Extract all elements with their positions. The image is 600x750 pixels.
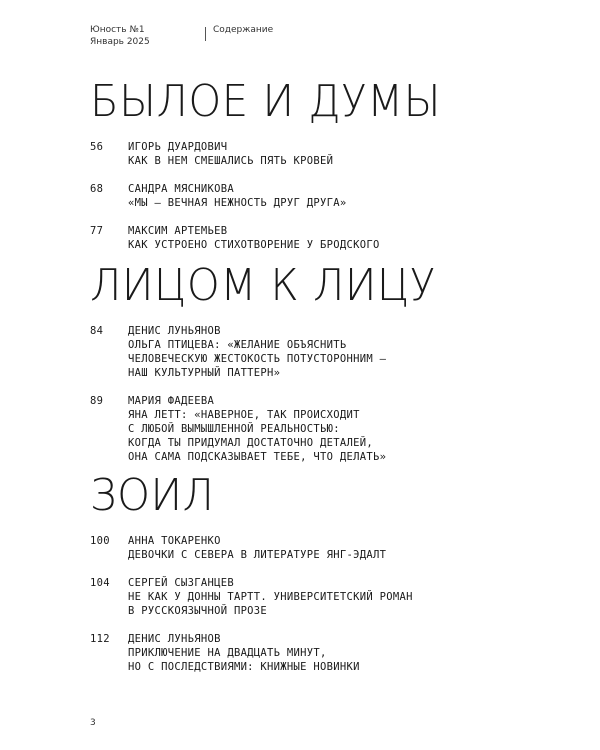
- toc-entry[interactable]: [90, 632, 560, 674]
- toc-entry[interactable]: [90, 182, 560, 210]
- entry-author: МАРИЯ ФАДЕЕВА: [128, 395, 215, 407]
- entry-page: 68: [90, 183, 104, 195]
- magazine-name: Юность №1: [90, 25, 145, 35]
- entry-page: 56: [90, 141, 104, 153]
- entry-page: 112: [90, 633, 110, 645]
- entry-author: ИГОРЬ ДУАРДОВИЧ: [128, 141, 228, 153]
- issue-date: Январь 2025: [90, 37, 150, 47]
- entry-page: 100: [90, 535, 110, 547]
- toc-entry[interactable]: [90, 394, 560, 464]
- entry-title: ПРИКЛЮЧЕНИЕ НА ДВАДЦАТЬ МИНУТ,: [128, 647, 327, 659]
- section-litsom-k-litsu: [90, 262, 560, 478]
- entry-title: КОГДА ТЫ ПРИДУМАЛ ДОСТАТОЧНО ДЕТАЛЕЙ,: [128, 437, 373, 449]
- entry-title: «МЫ — ВЕЧНАЯ НЕЖНОСТЬ ДРУГ ДРУГА»: [128, 197, 347, 209]
- entry-author: МАКСИМ АРТЕМЬЕВ: [128, 225, 228, 237]
- toc-entry[interactable]: [90, 534, 560, 562]
- entry-title: КАК В НЕМ СМЕШАЛИСЬ ПЯТЬ КРОВЕЙ: [128, 155, 334, 167]
- entry-title: НЕ КАК У ДОННЫ ТАРТТ. УНИВЕРСИТЕТСКИЙ РОМАН: [128, 591, 413, 603]
- entry-author: ДЕНИС ЛУНЬЯНОВ: [128, 325, 221, 337]
- entry-title: ЧЕЛОВЕЧЕСКУЮ ЖЕСТОКОСТЬ ПОТУСТОРОННИМ —: [128, 353, 387, 365]
- entry-author: СЕРГЕЙ СЫЗГАНЦЕВ: [128, 577, 234, 589]
- section-label: Содержание: [213, 25, 274, 35]
- section-title: ЗОИЛ: [90, 470, 215, 521]
- entry-page: 84: [90, 325, 104, 337]
- entry-page: 89: [90, 395, 104, 407]
- header-divider: [205, 27, 206, 41]
- entry-author: АННА ТОКАРЕНКО: [128, 535, 221, 547]
- entry-title: В РУССКОЯЗЫЧНОЙ ПРОЗЕ: [128, 605, 268, 617]
- toc-entry[interactable]: [90, 224, 560, 252]
- entry-title: ДЕВОЧКИ С СЕВЕРА В ЛИТЕРАТУРЕ ЯНГ-ЭДАЛТ: [128, 549, 387, 561]
- entry-title: НАШ КУЛЬТУРНЫЙ ПАТТЕРН»: [128, 367, 281, 379]
- entry-title: ЯНА ЛЕТТ: «НАВЕРНОЕ, ТАК ПРОИСХОДИТ: [128, 409, 360, 421]
- section-byloe-i-dumy: [90, 78, 560, 266]
- toc-entry[interactable]: [90, 140, 560, 168]
- entry-title: ОЛЬГА ПТИЦЕВА: «ЖЕЛАНИЕ ОБЪЯСНИТЬ: [128, 339, 347, 351]
- section-title: БЫЛОЕ И ДУМЫ: [90, 76, 442, 127]
- entry-title: НО С ПОСЛЕДСТВИЯМИ: КНИЖНЫЕ НОВИНКИ: [128, 661, 360, 673]
- entry-title: ОНА САМА ПОДСКАЗЫВАЕТ ТЕБЕ, ЧТО ДЕЛАТЬ»: [128, 451, 387, 463]
- entry-author: ДЕНИС ЛУНЬЯНОВ: [128, 633, 221, 645]
- entry-author: САНДРА МЯСНИКОВА: [128, 183, 234, 195]
- entry-title: С ЛЮБОЙ ВЫМЫШЛЕННОЙ РЕАЛЬНОСТЬЮ:: [128, 423, 340, 435]
- toc-entry[interactable]: [90, 324, 560, 380]
- entry-page: 77: [90, 225, 104, 237]
- running-header: [90, 24, 150, 48]
- entry-title: КАК УСТРОЕНО СТИХОТВОРЕНИЕ У БРОДСКОГО: [128, 239, 380, 251]
- section-title: ЛИЦОМ К ЛИЦУ: [90, 260, 436, 311]
- entry-page: 104: [90, 577, 110, 589]
- page-number: 3: [90, 718, 96, 728]
- toc-entry[interactable]: [90, 576, 560, 618]
- section-zoil: [90, 472, 560, 688]
